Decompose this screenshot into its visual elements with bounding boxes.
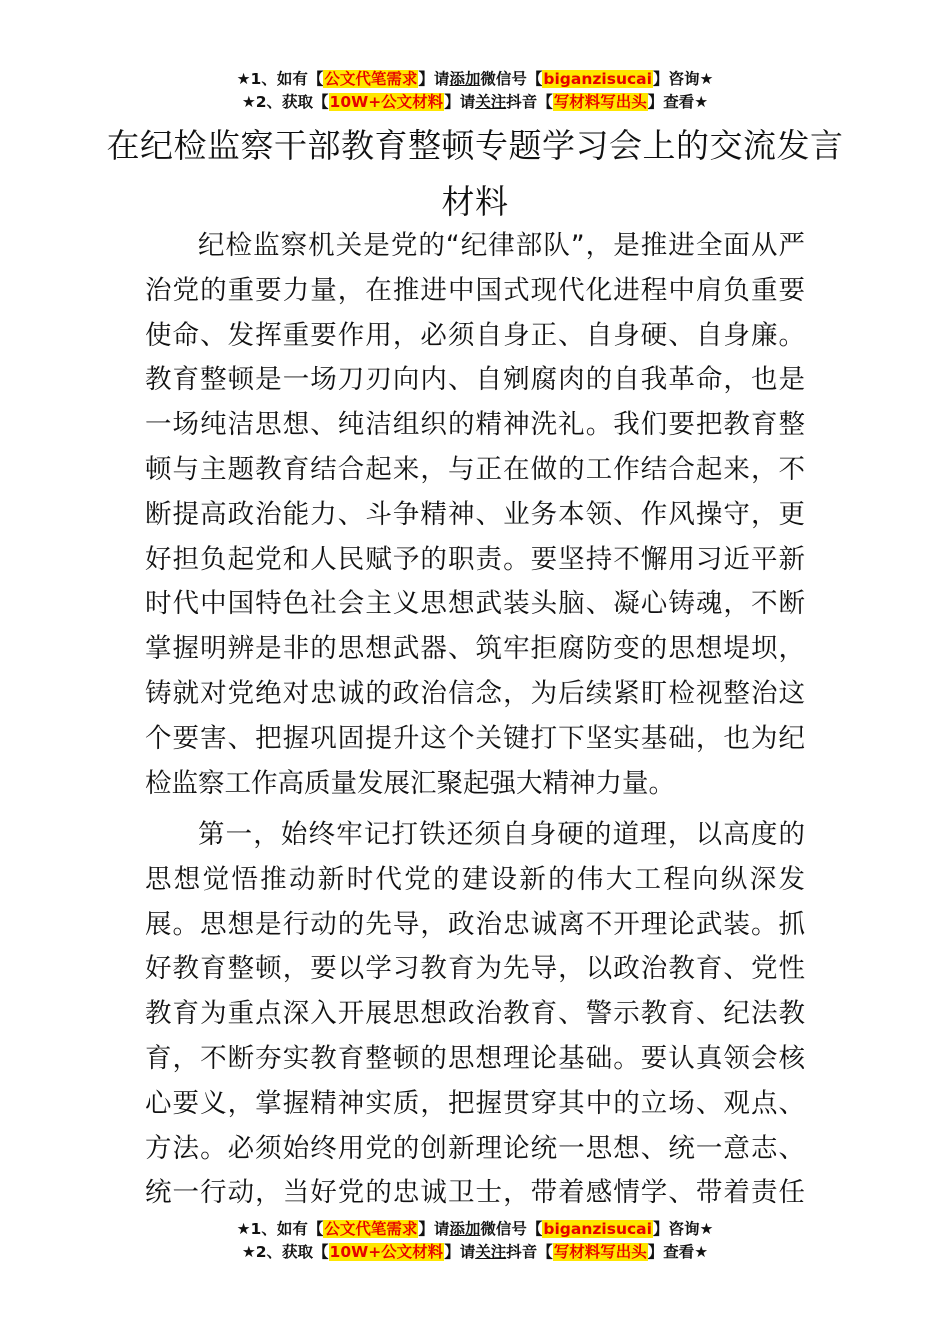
banner-text: ★1、如有【 <box>236 1220 324 1238</box>
banner-line-2 <box>0 1241 950 1264</box>
banner-text: 】请 <box>444 1243 476 1261</box>
banner-line-1 <box>0 68 950 91</box>
document-title: 在纪检监察干部教育整顿专题学习会上的交流发言材料 <box>106 126 844 221</box>
banner-text: ★2、获取【 <box>241 1243 329 1261</box>
footer-banner <box>0 1218 950 1264</box>
banner-line-2 <box>0 91 950 114</box>
banner-highlight-materials: 10W+公文材料 <box>329 93 444 111</box>
banner-text: ★1、如有【 <box>236 70 324 88</box>
banner-text: 】咨询★ <box>652 70 714 88</box>
banner-text: ★2、获取【 <box>241 93 329 111</box>
banner-text: 】查看★ <box>647 93 709 111</box>
body-paragraph-1: 纪检监察机关是党的“纪律部队”，是推进全面从严治党的重要力量，在推进中国式现代化进程中肩负重要使命、发挥重要作用，必须自身正、自身硬、自身廉。教育整顿是一场刀刃向内、自剜腐肉的自我革命，也是一场纯洁思想、纯洁组织的精神洗礼。我们要把教育整顿与主题教育结合起来，与正在做的工作结合起来，不断提高政治能力、斗争精神、业务本领、作风操守，更好担负起党和人民赋予的职责。要坚持不懈用习近平新时代中国特色社会主义思想武装头脑、凝心铸魂，不断掌握明辨是非的思想武器、筑牢拒腐防变的思想堤坝，铸就对党绝对忠诚的政治信念，为后续紧盯检视整治这个要害、把握巩固提升这个关键打下坚实基础，也为纪检监察工作高质量发展汇聚起强大精神力量。 <box>145 230 805 799</box>
banner-highlight-douyin-id: 写材料写出头 <box>553 93 647 111</box>
banner-highlight-wechat-id: biganzisucai <box>543 1220 652 1238</box>
banner-underlined-text: 关注 <box>475 1243 507 1261</box>
banner-underlined-text: 添加 <box>449 1220 481 1238</box>
banner-highlight-wechat-id: biganzisucai <box>543 70 652 88</box>
banner-text: 】查看★ <box>647 1243 709 1261</box>
banner-highlight-service: 公文代笔需求 <box>324 1220 418 1238</box>
banner-text: 抖音【 <box>506 1243 553 1261</box>
banner-highlight-materials: 10W+公文材料 <box>329 1243 444 1261</box>
banner-text: 】请 <box>444 93 476 111</box>
body-paragraph-2: 第一，始终牢记打铁还须自身硬的道理，以高度的思想觉悟推动新时代党的建设新的伟大工程向纵深发展。思想是行动的先导，政治忠诚离不开理论武装。抓好教育整顿，要以学习教育为先导，以政治教育、党性教育为重点深入开展思想政治教育、警示教育、纪法教育，不断夯实教育整顿的思想理论基础。要认真领会核心要义，掌握精神实质，把握贯穿其中的立场、观点、方法。必须始终用党的创新理论统一思想、统一意志、统一行动，当好党的忠诚卫士，带着感情学、带着责任 <box>145 819 805 1209</box>
banner-text: 抖音【 <box>506 93 553 111</box>
banner-highlight-service: 公文代笔需求 <box>324 70 418 88</box>
header-banner <box>0 68 950 114</box>
banner-text: 】咨询★ <box>652 1220 714 1238</box>
banner-underlined-text: 添加 <box>449 70 481 88</box>
banner-text: 微信号【 <box>480 70 543 88</box>
banner-text: 】请 <box>418 70 450 88</box>
banner-line-1 <box>0 1218 950 1241</box>
banner-underlined-text: 关注 <box>475 93 507 111</box>
banner-text: 】请 <box>418 1220 450 1238</box>
banner-text: 微信号【 <box>480 1220 543 1238</box>
banner-highlight-douyin-id: 写材料写出头 <box>553 1243 647 1261</box>
